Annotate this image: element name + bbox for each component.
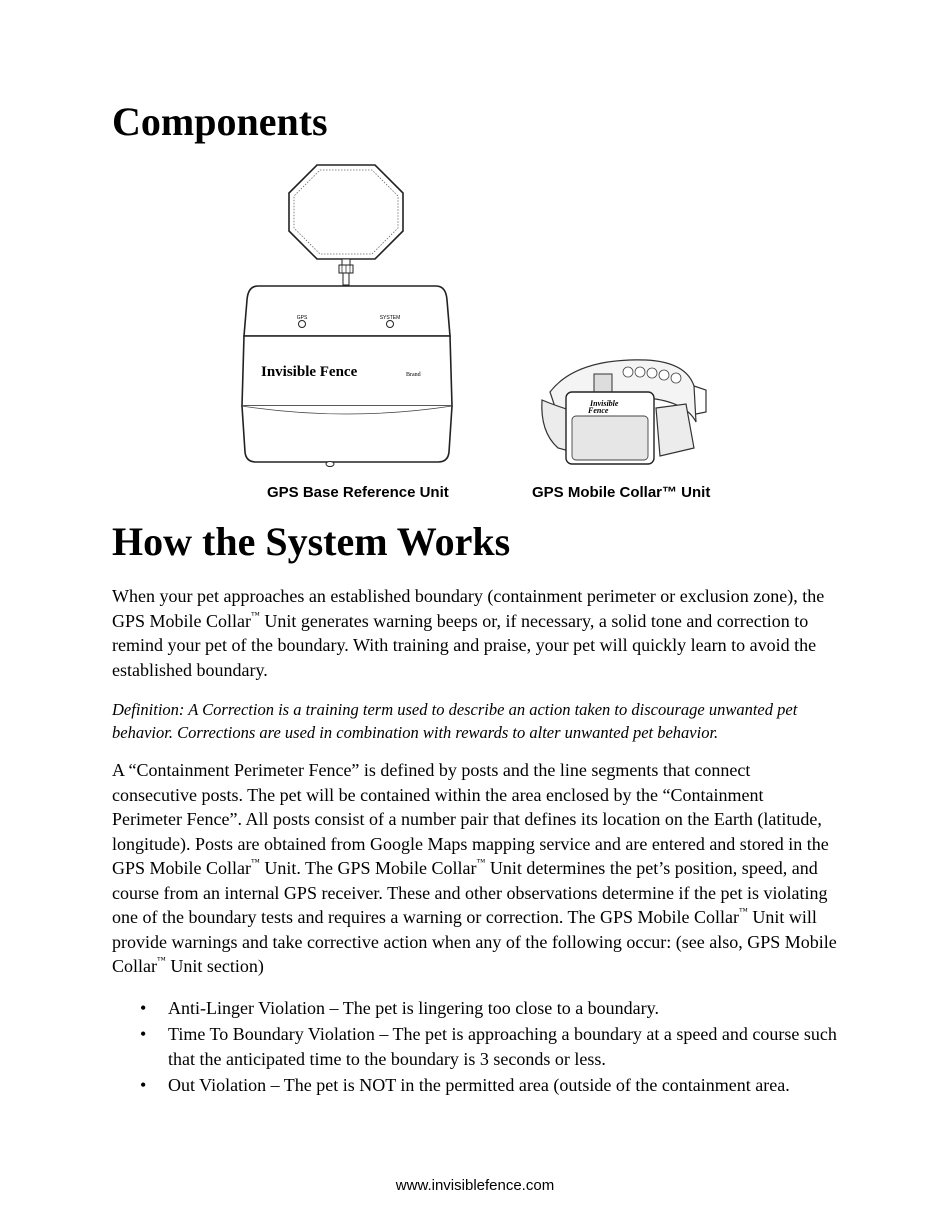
list-item [112, 1073, 837, 1098]
gps-base-unit-illustration [238, 160, 458, 472]
bullet: • [140, 1075, 147, 1095]
system-led-label: SYSTEM [379, 315, 401, 321]
gps-led-label: GPS [296, 315, 308, 321]
base-unit-caption: GPS Base Reference Unit [267, 484, 449, 501]
bullet: • [140, 998, 147, 1018]
list-item [112, 1022, 837, 1072]
brand-logo-text: Invisible Fence [261, 364, 358, 380]
collar-brand-line2: Fence [588, 406, 609, 415]
how-system-works-heading: How the System Works [112, 519, 511, 564]
gps-collar-illustration [536, 352, 708, 470]
containment-text-4: Unit will provide warnings and take corrective action when any of the following occur: (see also, GPS Mobile Collar [112, 907, 837, 976]
intro-text-1: When your pet approaches an established boundary (containment perimeter or exclusion zone), the GPS Mobile Collar [112, 586, 825, 631]
definition-paragraph: Definition: A Correction is a training term used to describe an action taken to discourage unwanted pet behavior. Corrections are used in combination with rewards to alter unwanted pet behavior. [112, 700, 798, 742]
trademark-symbol: ™ [476, 857, 486, 867]
violation-text: Anti-Linger Violation – The pet is lingering too close to a boundary. [168, 998, 659, 1018]
containment-text-2: Unit. The GPS Mobile Collar [259, 858, 477, 878]
footer-url: www.invisiblefence.com [395, 1177, 555, 1194]
intro-text-2: Unit generates warning beeps or, if necessary, a solid tone and correction to remind your pet of the boundary. With training and praise, your pet will quickly learn to avoid the established boundary. [112, 610, 817, 680]
containment-paragraph [112, 758, 837, 979]
list-item [112, 996, 837, 1021]
trademark-symbol: ™ [251, 857, 260, 867]
trademark-symbol: ™ [739, 906, 748, 916]
bullet: • [140, 1024, 147, 1044]
violation-text: Out Violation – The pet is NOT in the permitted area (outside of the containment area. [168, 1075, 790, 1095]
violation-text: Time To Boundary Violation – The pet is approaching a boundary at a speed and course such that the anticipated time to the boundary is 3 seconds or less. [168, 1024, 837, 1069]
brand-suffix-text: Brand [406, 372, 421, 378]
containment-text-5: Unit section) [165, 956, 264, 976]
containment-text-1: A “Containment Perimeter Fence” is defined by posts and the line segments that connect consecutive posts. The pet will be contained within the area enclosed by the “Containment Perimeter Fence”. All posts consist of a number pair that defines its location on the Earth (latitude, longitude). Posts are obtained from Google Maps mapping service and are entered and stored in the GPS Mobile Collar [112, 760, 829, 878]
intro-paragraph [112, 584, 837, 682]
violation-list [112, 996, 837, 1099]
collar-brand-line1: Invisible [590, 399, 619, 408]
trademark-symbol: ™ [157, 955, 166, 965]
containment-text-3: Unit determines the pet’s position, speed, and course from an internal GPS receiver. These and other observations determine if the pet is violating one of the boundary tests and requires a warning or correction. The GPS Mobile Collar [112, 858, 828, 927]
collar-caption: GPS Mobile Collar™ Unit [532, 484, 711, 501]
trademark-symbol: ™ [251, 609, 260, 620]
components-heading: Components [112, 99, 328, 144]
